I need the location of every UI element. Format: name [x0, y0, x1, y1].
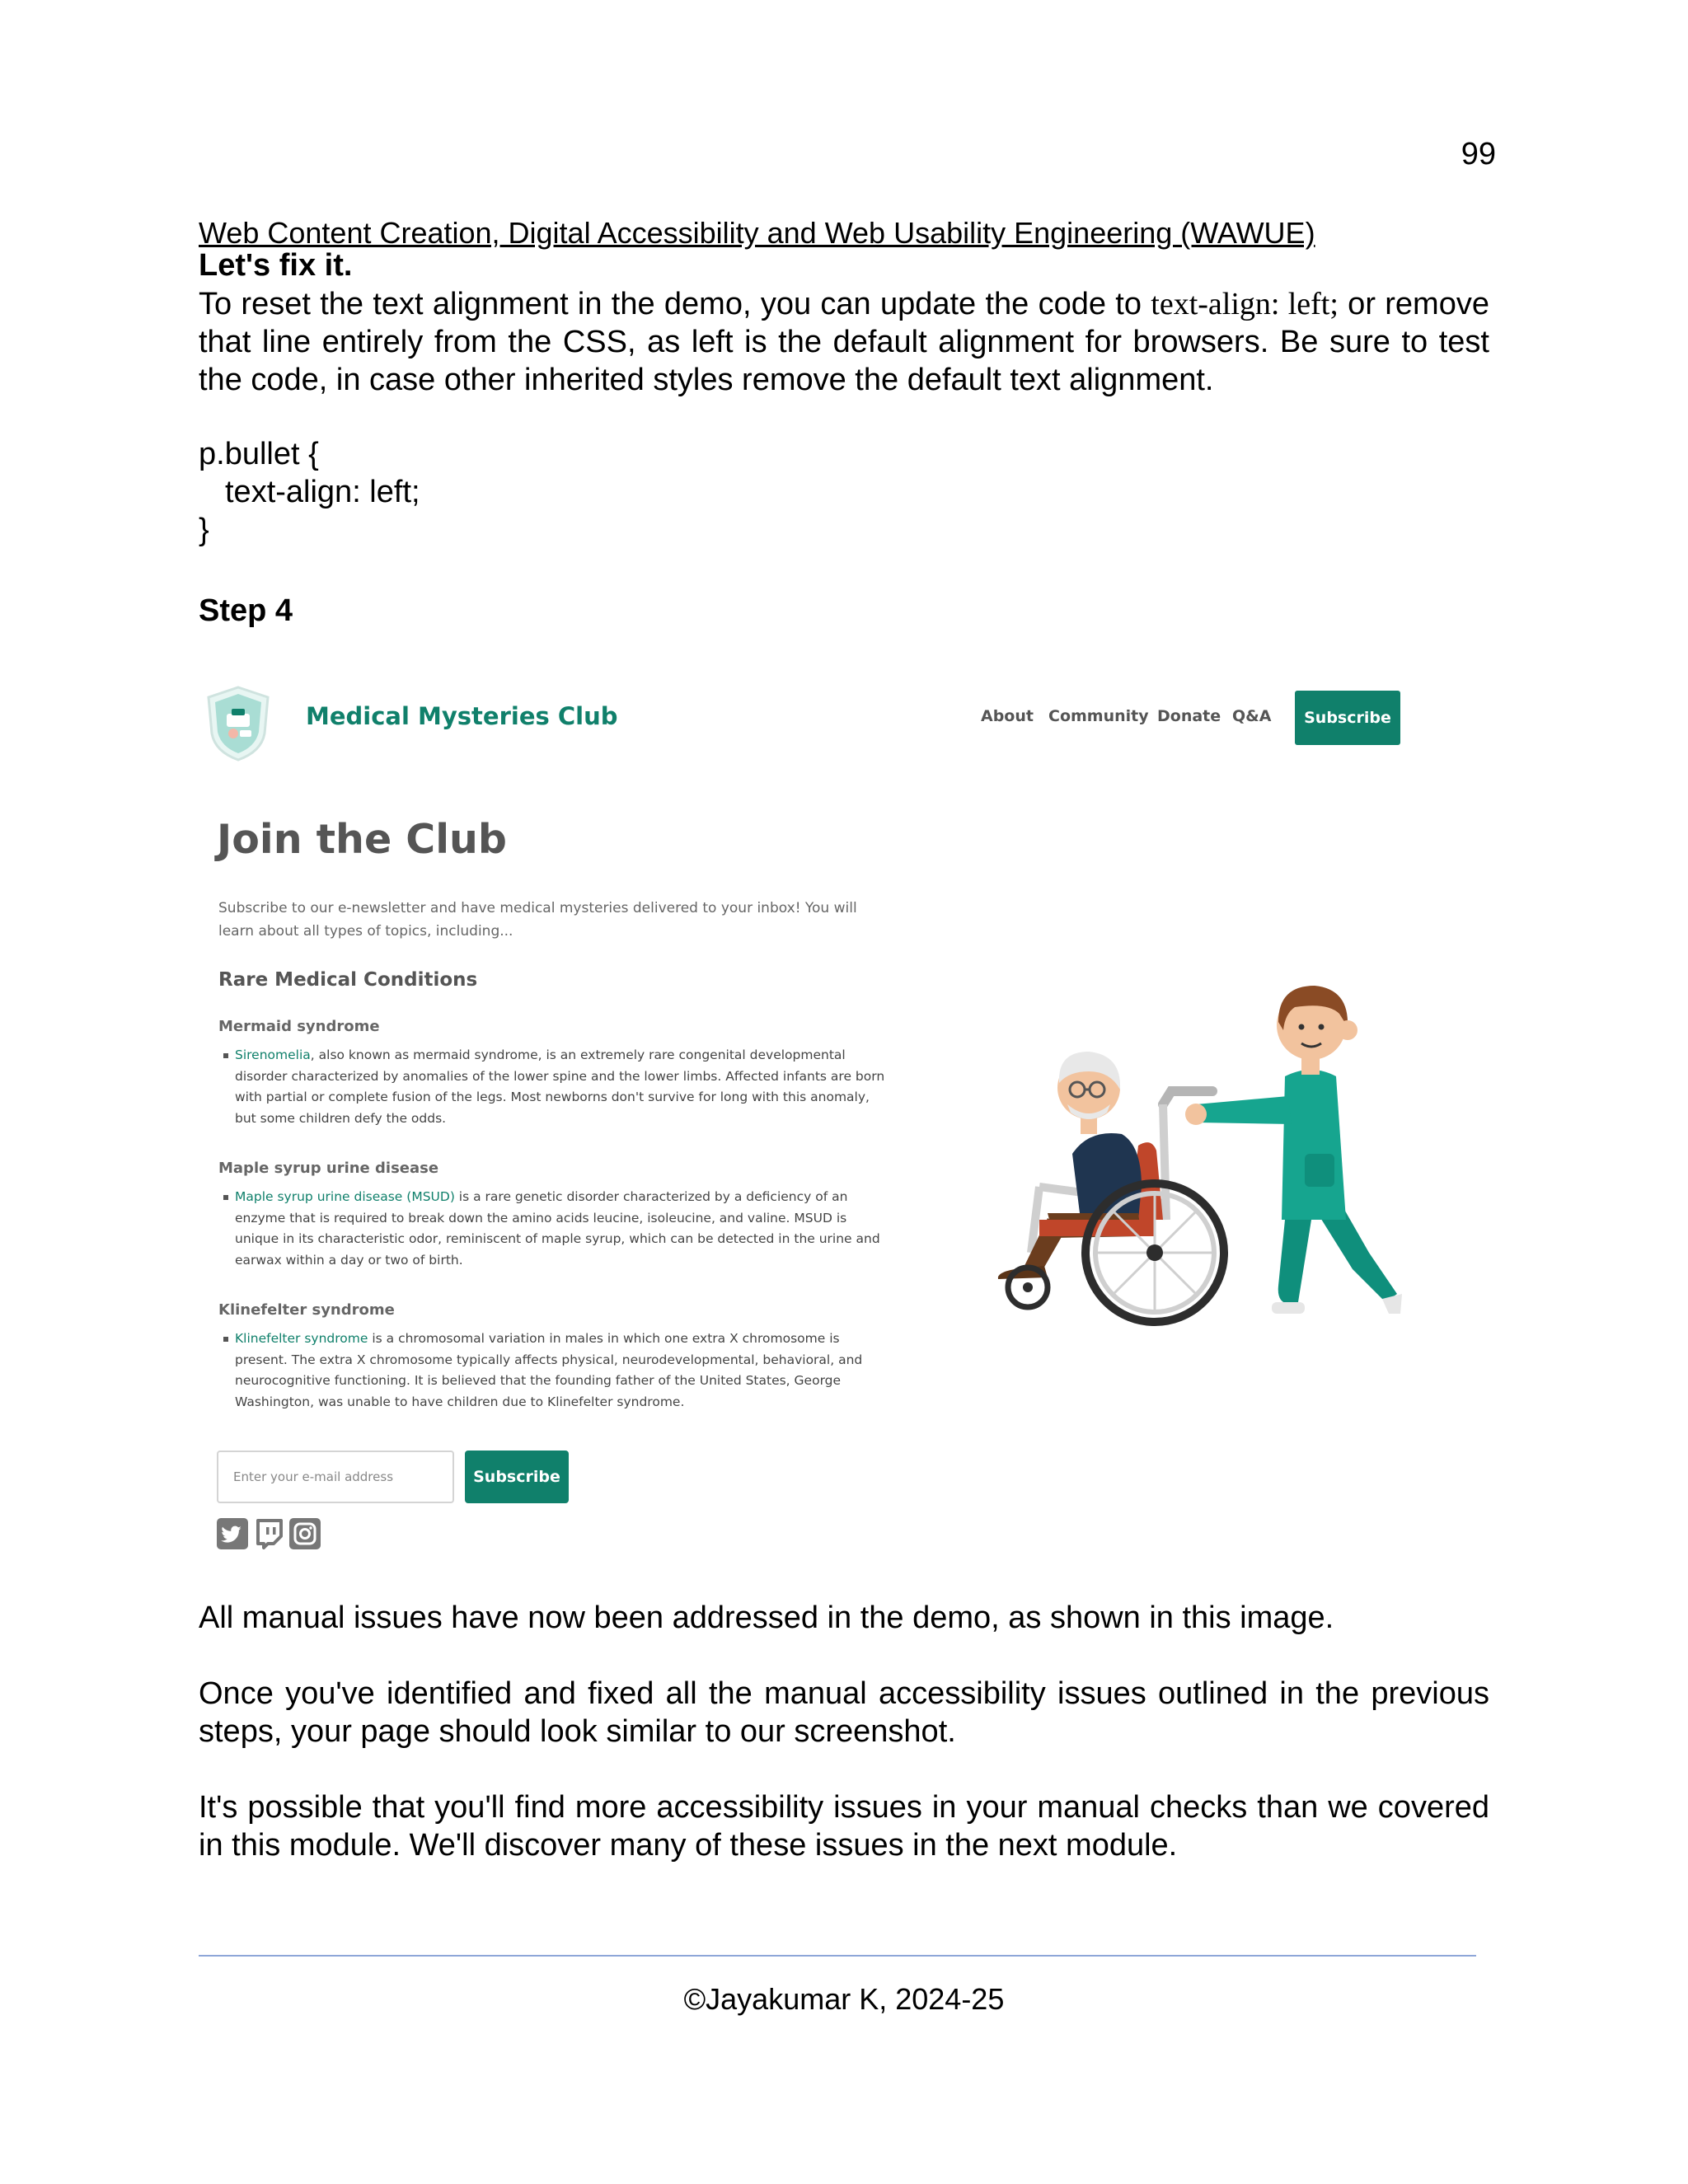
code-line-3: }: [199, 513, 209, 547]
condition-1-text: , also known as mermaid syndrome, is an extremely rare congenital developmental disorder characterized by anomalies of the lower spine and the lower limbs. Affected infants are born with partial or complete fusion of the legs. Most newborns don't survive for long with this anomaly, but some children defy the odds.: [235, 1047, 885, 1126]
body-paragraph-1: All manual issues have now been addressed in the demo, as shown in this image.: [199, 1601, 1334, 1635]
demo-screenshot: [199, 668, 1460, 1599]
body-paragraph-2: Once you've identified and fixed all the manual accessibility issues outlined in the previous steps, your page should look similar to our screenshot.: [199, 1676, 1489, 1749]
conditions-heading: Rare Medical Conditions: [218, 969, 478, 991]
twitter-icon[interactable]: [217, 1518, 248, 1549]
condition-1-bullet: [235, 1045, 894, 1129]
section-title: Let's fix it.: [199, 248, 353, 283]
twitch-icon[interactable]: [253, 1518, 284, 1549]
condition-1-title: Mermaid syndrome: [218, 1018, 380, 1035]
step-heading: Step 4: [199, 593, 293, 628]
nav-community[interactable]: Community: [1048, 707, 1149, 725]
join-heading: Join the Club: [217, 816, 507, 863]
code-line-2: text-align: left;: [225, 475, 420, 509]
document-header: Web Content Creation, Digital Accessibility and Web Usability Engineering (WAWUE): [199, 216, 1315, 250]
body-paragraph-3: It's possible that you'll find more accessibility issues in your manual checks than we covered in this module. We'll discover many of these issues in the next module.: [199, 1790, 1489, 1863]
intro-code: text-align: left;: [1151, 287, 1339, 321]
condition-2-title: Maple syrup urine disease: [218, 1160, 439, 1177]
intro-paragraph: [199, 285, 1489, 399]
klinefelter-link[interactable]: Klinefelter syndrome: [235, 1331, 368, 1346]
join-intro: Subscribe to our e-newsletter and have medical mysteries delivered to your inbox! You will learn about all types of topics, including...: [218, 900, 857, 940]
club-logo-icon: [204, 684, 273, 763]
condition-2-bullet: [235, 1187, 894, 1271]
bullet-marker: [223, 1195, 228, 1200]
condition-3-text: is a chromosomal variation in males in which one extra X chromosome is present. The extra X chromosome typically affects physical, neurodevelopmental, behavioral, and neurocognitive functioning. It is believed that the founding father of the United States, George Washington, was unable to have children due to Klinefelter syndrome.: [235, 1331, 863, 1409]
nav-subscribe-button[interactable]: Subscribe: [1295, 691, 1400, 745]
page-number: 99: [1461, 137, 1496, 171]
subscribe-button[interactable]: Subscribe: [465, 1451, 569, 1503]
sirenomelia-link[interactable]: Sirenomelia: [235, 1047, 311, 1062]
wheelchair-illustration: [965, 907, 1443, 1352]
instagram-icon[interactable]: [289, 1518, 321, 1549]
nav-donate[interactable]: Donate: [1157, 707, 1221, 725]
bullet-marker: [223, 1053, 228, 1058]
brand-name: Medical Mysteries Club: [306, 702, 618, 730]
nav-qa[interactable]: Q&A: [1232, 707, 1272, 725]
condition-3-title: Klinefelter syndrome: [218, 1301, 395, 1319]
code-line-1: p.bullet {: [199, 437, 319, 471]
email-input[interactable]: [217, 1451, 454, 1503]
msud-link[interactable]: Maple syrup urine disease (MSUD): [235, 1189, 455, 1204]
condition-3-bullet: [235, 1329, 894, 1413]
footer-rule: [199, 1955, 1476, 1957]
nav-about[interactable]: About: [981, 707, 1034, 725]
bullet-marker: [223, 1337, 228, 1342]
intro-text-2: or remove that line entirely from the CSS, as left is the default alignment for browsers. Be sure to test the code, in case other inherited styles remove the default text alignment.: [199, 287, 1489, 397]
condition-2-text: is a rare genetic disorder characterized by a deficiency of an enzyme that is required to break down the amino acids leucine, isoleucine, and valine. MSUD is unique in its characteristic odor, reminiscent of maple syrup, which can be detected in the urine and earwax within a day or two of birth.: [235, 1189, 880, 1268]
intro-text-1: To reset the text alignment in the demo, you can update the code to: [199, 287, 1151, 321]
footer-copyright: ©Jayakumar K, 2024-25: [683, 1982, 1005, 2016]
